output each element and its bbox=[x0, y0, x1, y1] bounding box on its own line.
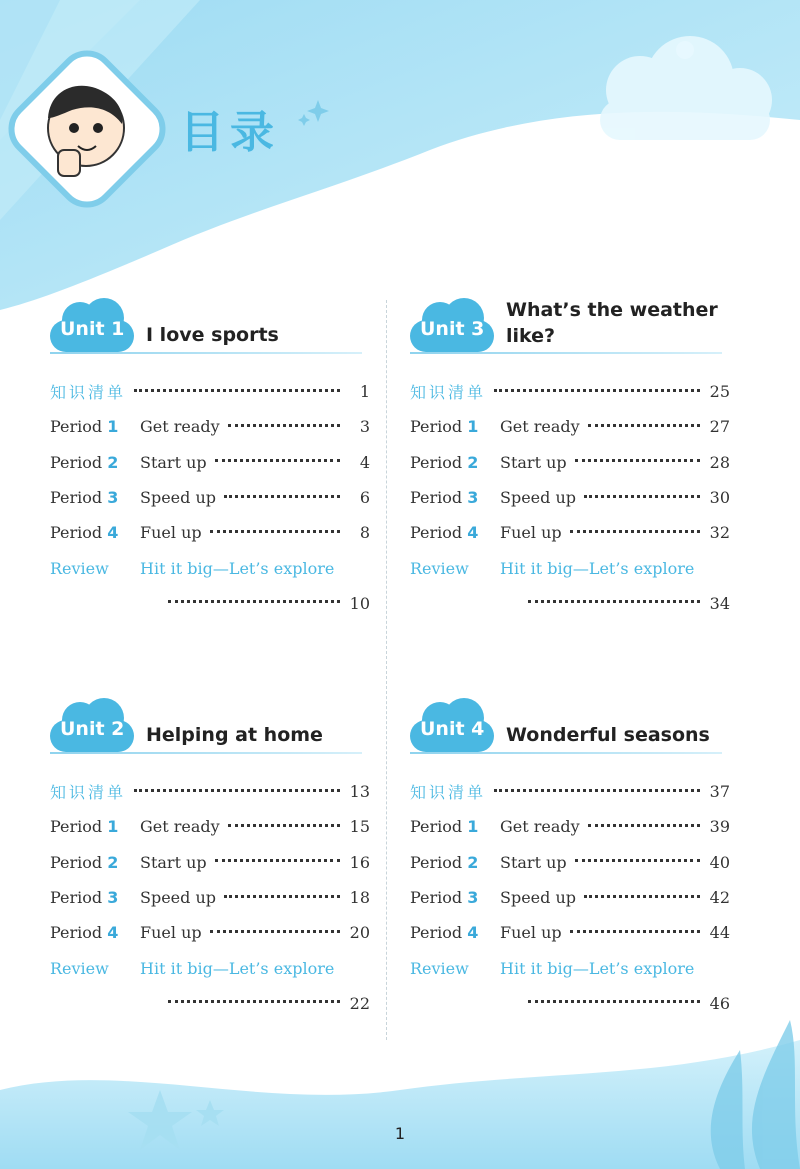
unit-header bbox=[50, 696, 370, 760]
period-number: 4 bbox=[107, 523, 119, 543]
period-word: Period bbox=[410, 523, 463, 543]
dot-leader bbox=[494, 788, 700, 792]
page-number: 3 bbox=[359, 417, 370, 437]
toc-row-period-2[interactable] bbox=[50, 445, 370, 480]
period-number: 4 bbox=[467, 523, 479, 543]
toc-row-period-4[interactable] bbox=[410, 915, 730, 950]
page-number: 25 bbox=[709, 382, 730, 402]
period-word: Period bbox=[410, 923, 463, 943]
period-label bbox=[410, 817, 500, 836]
period-number: 2 bbox=[467, 852, 479, 872]
dot-leader bbox=[588, 823, 700, 827]
toc-topic: Start up bbox=[140, 452, 207, 472]
period-label bbox=[410, 417, 500, 436]
toc-topic: Fuel up bbox=[500, 523, 562, 543]
review-label: Review bbox=[50, 558, 109, 578]
period-word: Period bbox=[50, 452, 103, 472]
page-number: 1 bbox=[359, 382, 370, 402]
period-number: 4 bbox=[107, 923, 119, 943]
page-number: 40 bbox=[709, 852, 730, 872]
period-label bbox=[50, 523, 140, 542]
unit-badge: Unit 3 bbox=[420, 318, 485, 340]
toc-topic: Hit it big—Let’s explore bbox=[140, 558, 335, 578]
toc-row-period-1[interactable] bbox=[410, 409, 730, 444]
unit-header bbox=[410, 696, 730, 760]
period-word: Period bbox=[50, 852, 103, 872]
period-label bbox=[410, 488, 500, 507]
footer-page-number: 1 bbox=[394, 1124, 406, 1143]
period-number: 1 bbox=[107, 417, 119, 437]
toc-topic: Fuel up bbox=[140, 523, 202, 543]
toc-row-period-1[interactable] bbox=[410, 809, 730, 844]
unit-underline bbox=[410, 752, 722, 754]
unit-badge: Unit 2 bbox=[60, 718, 125, 740]
period-word: Period bbox=[50, 488, 103, 508]
period-label bbox=[410, 923, 500, 942]
toc-row-period-1[interactable] bbox=[50, 409, 370, 444]
period-label bbox=[410, 523, 500, 542]
page-number: 46 bbox=[709, 993, 730, 1013]
unit-header bbox=[410, 296, 730, 360]
period-number: 2 bbox=[107, 452, 119, 472]
toc-topic: Hit it big—Let’s explore bbox=[500, 958, 695, 978]
period-number: 1 bbox=[467, 417, 479, 437]
period-label bbox=[410, 888, 500, 907]
toc-row-review[interactable] bbox=[410, 950, 730, 985]
page-number: 18 bbox=[349, 888, 370, 908]
page-number: 8 bbox=[359, 523, 370, 543]
column-divider bbox=[386, 300, 387, 1040]
dot-leader bbox=[584, 894, 700, 898]
unit-underline bbox=[50, 752, 362, 754]
unit-badge: Unit 1 bbox=[60, 318, 125, 340]
dot-leader bbox=[215, 458, 340, 462]
period-number: 1 bbox=[107, 817, 119, 837]
dot-leader bbox=[528, 999, 700, 1003]
toc-topic: Get ready bbox=[500, 817, 580, 837]
dot-leader bbox=[588, 423, 700, 427]
period-number: 3 bbox=[467, 488, 479, 508]
period-word: Period bbox=[410, 417, 463, 437]
toc-row-review[interactable] bbox=[50, 550, 370, 585]
page-number: 16 bbox=[349, 852, 370, 872]
toc-row-review[interactable] bbox=[410, 550, 730, 585]
dot-leader bbox=[570, 529, 700, 533]
page-number: 44 bbox=[709, 923, 730, 943]
unit-section-4 bbox=[410, 696, 730, 1021]
toc-row-period-2[interactable] bbox=[50, 845, 370, 880]
toc-row-period-2[interactable] bbox=[410, 445, 730, 480]
dot-leader bbox=[584, 494, 700, 498]
period-word: Period bbox=[50, 523, 103, 543]
period-label bbox=[50, 488, 140, 507]
toc-topic: Start up bbox=[500, 452, 567, 472]
unit-title-line-1: What’s the weather bbox=[506, 299, 718, 321]
dot-leader bbox=[168, 599, 340, 603]
period-word: Period bbox=[50, 817, 103, 837]
review-label: Review bbox=[50, 958, 109, 978]
dot-leader bbox=[215, 858, 340, 862]
period-label bbox=[410, 453, 500, 472]
page-number: 34 bbox=[709, 593, 730, 613]
page-number: 22 bbox=[349, 993, 370, 1013]
toc-row-intro[interactable] bbox=[410, 374, 730, 409]
period-number: 1 bbox=[467, 817, 479, 837]
toc-topic: Get ready bbox=[500, 417, 580, 437]
dot-leader bbox=[575, 858, 700, 862]
dot-leader bbox=[224, 494, 340, 498]
toc-label: 知识清单 bbox=[50, 383, 127, 403]
toc-topic: Start up bbox=[140, 852, 207, 872]
dot-leader bbox=[528, 599, 700, 603]
dot-leader bbox=[228, 423, 340, 427]
page-number: 32 bbox=[709, 523, 730, 543]
page-number: 27 bbox=[709, 417, 730, 437]
period-word: Period bbox=[50, 888, 103, 908]
toc-topic: Get ready bbox=[140, 417, 220, 437]
toc-row-intro[interactable] bbox=[50, 374, 370, 409]
page-number: 10 bbox=[349, 593, 370, 613]
review-label: Review bbox=[410, 558, 469, 578]
dot-leader bbox=[210, 529, 340, 533]
unit-section-1 bbox=[50, 296, 370, 621]
period-label bbox=[50, 888, 140, 907]
toc-row-review-page[interactable] bbox=[410, 586, 730, 621]
unit-badge: Unit 4 bbox=[420, 718, 485, 740]
toc-topic: Speed up bbox=[140, 488, 217, 508]
review-label: Review bbox=[410, 958, 469, 978]
toc-row-period-4[interactable] bbox=[50, 915, 370, 950]
toc-topic: Hit it big—Let’s explore bbox=[500, 558, 695, 578]
toc-row-period-3[interactable] bbox=[50, 880, 370, 915]
unit-title: Wonderful seasons bbox=[506, 724, 710, 746]
dot-leader bbox=[134, 788, 340, 792]
dot-leader bbox=[570, 929, 700, 933]
dot-leader bbox=[575, 458, 700, 462]
toc-topic: Speed up bbox=[500, 488, 577, 508]
page-number: 30 bbox=[709, 488, 730, 508]
period-word: Period bbox=[410, 852, 463, 872]
toc-topic: Speed up bbox=[140, 888, 217, 908]
page-number: 28 bbox=[709, 452, 730, 472]
toc-topic: Speed up bbox=[500, 888, 577, 908]
dot-leader bbox=[168, 999, 340, 1003]
toc-label: 知识清单 bbox=[410, 783, 487, 803]
toc-row-review-page[interactable] bbox=[50, 586, 370, 621]
unit-title: I love sports bbox=[146, 324, 279, 346]
page-number: 15 bbox=[349, 817, 370, 837]
period-label bbox=[50, 853, 140, 872]
toc-row-period-4[interactable] bbox=[410, 515, 730, 550]
unit-section-2 bbox=[50, 696, 370, 1021]
toc-topic: Hit it big—Let’s explore bbox=[140, 958, 335, 978]
dot-leader bbox=[210, 929, 340, 933]
unit-section-3 bbox=[410, 296, 730, 621]
period-word: Period bbox=[50, 923, 103, 943]
page-number: 39 bbox=[709, 817, 730, 837]
unit-title: Helping at home bbox=[146, 724, 323, 746]
dot-leader bbox=[228, 823, 340, 827]
period-number: 2 bbox=[467, 452, 479, 472]
toc-topic: Fuel up bbox=[500, 923, 562, 943]
period-word: Period bbox=[410, 488, 463, 508]
toc-row-review-page[interactable] bbox=[410, 986, 730, 1021]
toc-row-period-1[interactable] bbox=[50, 809, 370, 844]
page-number: 42 bbox=[709, 888, 730, 908]
page-title: 目录 bbox=[180, 107, 280, 158]
period-label bbox=[50, 923, 140, 942]
toc-row-period-3[interactable] bbox=[410, 880, 730, 915]
period-word: Period bbox=[410, 888, 463, 908]
toc-topic: Start up bbox=[500, 852, 567, 872]
period-word: Period bbox=[410, 452, 463, 472]
period-word: Period bbox=[410, 817, 463, 837]
unit-underline bbox=[410, 352, 722, 354]
toc-topic: Fuel up bbox=[140, 923, 202, 943]
toc-row-period-3[interactable] bbox=[50, 480, 370, 515]
toc-row-intro[interactable] bbox=[410, 774, 730, 809]
unit-title-line-2: like? bbox=[506, 325, 556, 347]
dot-leader bbox=[494, 388, 700, 392]
period-label bbox=[50, 817, 140, 836]
page-number: 4 bbox=[359, 452, 370, 472]
period-number: 2 bbox=[107, 852, 119, 872]
toc-label: 知识清单 bbox=[50, 783, 127, 803]
toc-row-period-4[interactable] bbox=[50, 515, 370, 550]
period-label bbox=[50, 453, 140, 472]
period-label bbox=[410, 853, 500, 872]
period-word: Period bbox=[50, 417, 103, 437]
unit-header bbox=[50, 296, 370, 360]
page-number: 20 bbox=[349, 923, 370, 943]
dot-leader bbox=[134, 388, 340, 392]
toc-row-review-page[interactable] bbox=[50, 986, 370, 1021]
period-number: 3 bbox=[107, 488, 119, 508]
period-number: 4 bbox=[467, 923, 479, 943]
dot-leader bbox=[224, 894, 340, 898]
toc-row-intro[interactable] bbox=[50, 774, 370, 809]
toc-row-period-3[interactable] bbox=[410, 480, 730, 515]
toc-label: 知识清单 bbox=[410, 383, 487, 403]
period-label bbox=[50, 417, 140, 436]
period-number: 3 bbox=[467, 888, 479, 908]
toc-topic: Get ready bbox=[140, 817, 220, 837]
toc-row-period-2[interactable] bbox=[410, 845, 730, 880]
page-number: 37 bbox=[709, 782, 730, 802]
page-number: 13 bbox=[349, 782, 370, 802]
unit-underline bbox=[50, 352, 362, 354]
toc-row-review[interactable] bbox=[50, 950, 370, 985]
page-number: 6 bbox=[359, 488, 370, 508]
period-number: 3 bbox=[107, 888, 119, 908]
